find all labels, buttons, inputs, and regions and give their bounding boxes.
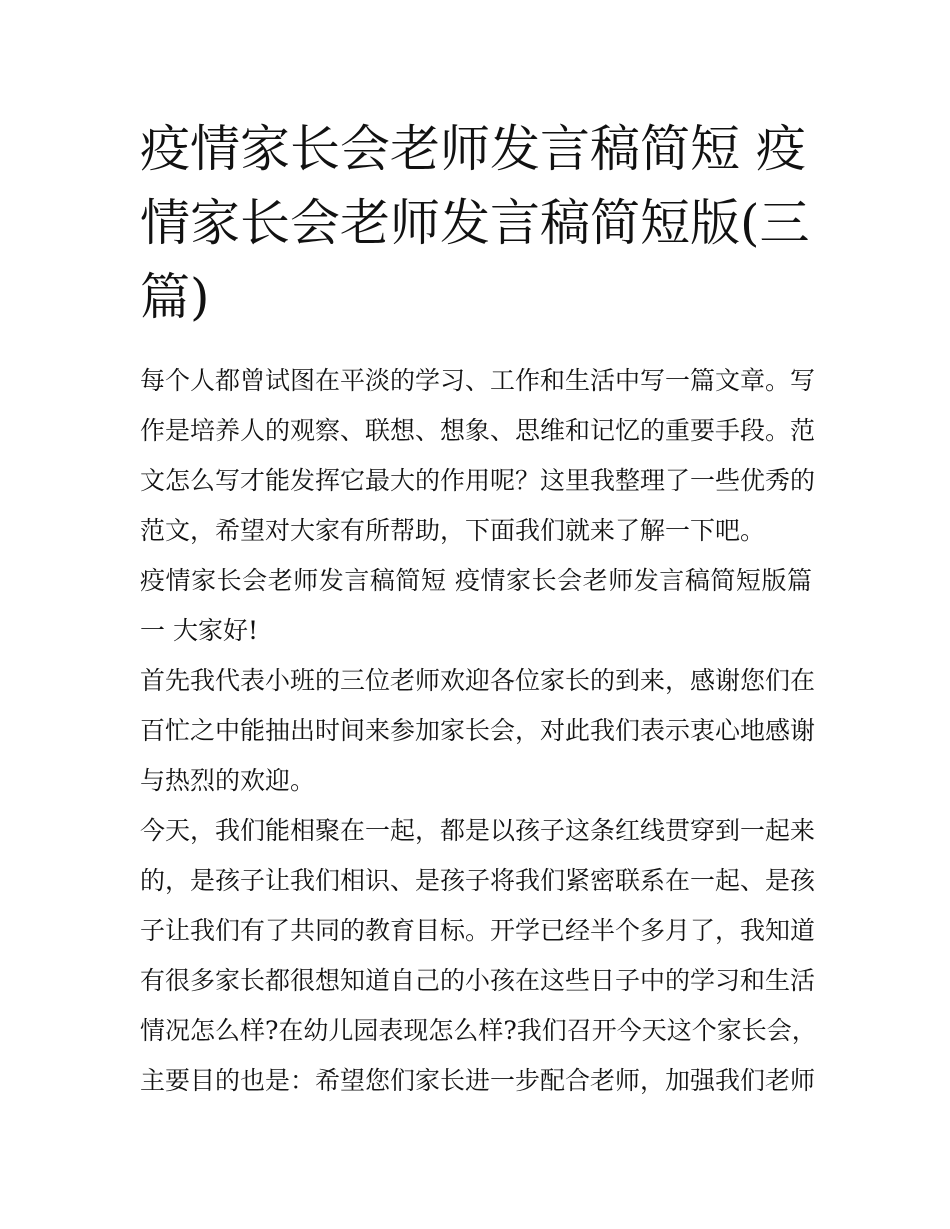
welcome-paragraph xyxy=(140,656,816,806)
text-line: 的，是孩子让我们相识、是孩子将我们紧密联系在一起、是孩 xyxy=(140,866,816,895)
text-line: 情况怎么样?在幼儿园表现怎么样?我们召开今天这个家长会， xyxy=(140,1016,817,1045)
text-line: 百忙之中能抽出时间来参加家长会，对此我们表示衷心地感谢 xyxy=(140,716,816,745)
body-paragraph xyxy=(140,806,817,1106)
text-line: 今天，我们能相聚在一起，都是以孩子这条红线贯穿到一起来 xyxy=(140,816,816,845)
text-line: 文怎么写才能发挥它最大的作用呢？这里我整理了一些优秀的 xyxy=(140,466,816,495)
text-line: 一 大家好! xyxy=(140,616,258,645)
section-heading-paragraph xyxy=(140,556,812,656)
text-line: 主要目的也是：希望您们家长进一步配合老师，加强我们老师 xyxy=(140,1066,816,1095)
title-line: 疫情家长会老师发言稿简短 疫 xyxy=(140,120,806,178)
text-line: 作是培养人的观察、联想、想象、思维和记忆的重要手段。范 xyxy=(140,416,816,445)
text-line: 每个人都曾试图在平淡的学习、工作和生活中写一篇文章。写 xyxy=(140,366,816,395)
text-line: 首先我代表小班的三位老师欢迎各位家长的到来，感谢您们在 xyxy=(140,666,816,695)
text-line: 子让我们有了共同的教育目标。开学已经半个多月了，我知道 xyxy=(140,916,816,945)
title-line: 情家长会老师发言稿简短版(三 xyxy=(140,194,810,252)
text-line: 范文，希望对大家有所帮助，下面我们就来了解一下吧。 xyxy=(140,516,766,545)
text-line: 疫情家长会老师发言稿简短 疫情家长会老师发言稿简短版篇 xyxy=(140,566,812,595)
document-page xyxy=(140,112,817,1106)
text-line: 与热烈的欢迎。 xyxy=(140,766,316,795)
intro-paragraph xyxy=(140,356,816,556)
document-title xyxy=(140,112,812,334)
title-line: 篇) xyxy=(140,268,210,326)
text-line: 有很多家长都很想知道自己的小孩在这些日子中的学习和生活 xyxy=(140,966,816,995)
